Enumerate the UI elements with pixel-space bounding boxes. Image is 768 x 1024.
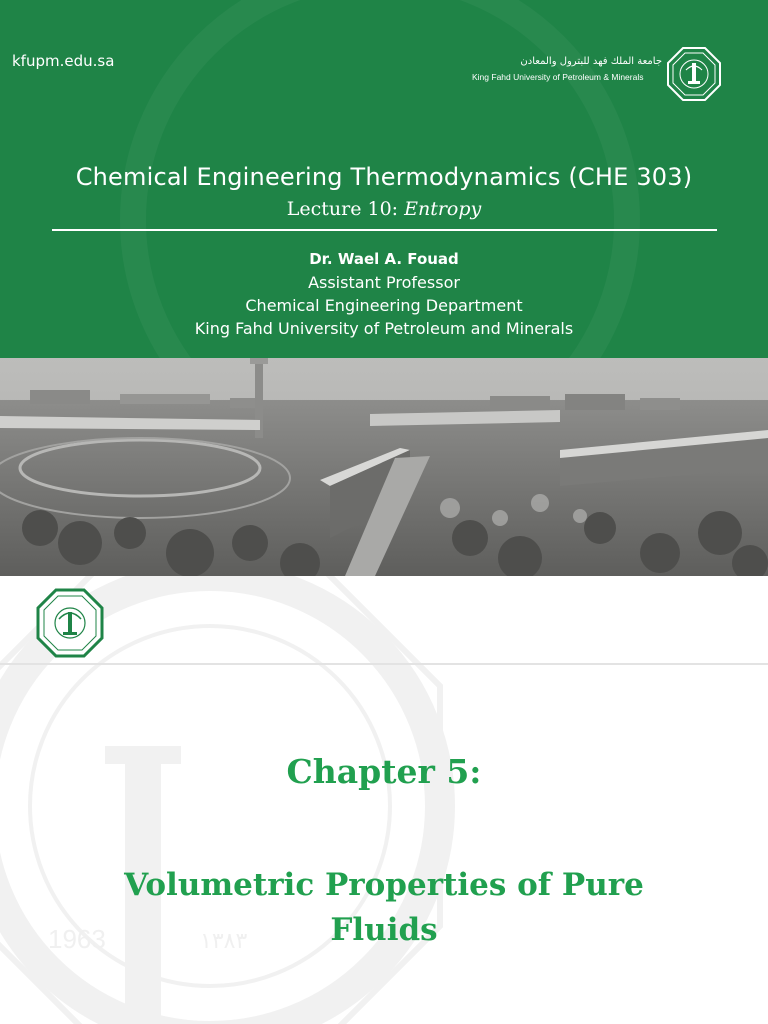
university-name-arabic: جامعة الملك فهد للبترول والمعادن: [520, 56, 662, 67]
kfupm-emblem-icon: [666, 46, 722, 102]
university-logo: [472, 46, 722, 106]
chapter-slide: [0, 576, 768, 1024]
slide-header-divider: [0, 663, 768, 665]
chapter-heading: Chapter 5:: [286, 752, 482, 791]
author-department: Chemical Engineering Department: [245, 296, 523, 315]
title-divider: [52, 229, 717, 231]
chapter-title: Volumetric Properties of Pure Fluids: [124, 867, 644, 948]
lecture-number: Lecture 10:: [286, 198, 405, 220]
course-title: Chemical Engineering Thermodynamics (CHE 303): [75, 163, 693, 191]
kfupm-small-emblem-icon: [36, 588, 104, 658]
campus-aerial-photo: [0, 358, 768, 576]
author-name: Dr. Wael A. Fouad: [309, 250, 459, 268]
watermark-seal: [0, 576, 768, 1024]
lecture-line: [0, 198, 768, 220]
author-position: Assistant Professor: [308, 273, 460, 292]
watermark-year: 1963: [48, 924, 106, 954]
author-university: King Fahd University of Petroleum and Minerals: [194, 319, 574, 338]
site-url: kfupm.edu.sa: [12, 52, 115, 70]
university-name-english: King Fahd University of Petroleum & Minerals: [472, 72, 644, 82]
watermark-hijri: ١٣٨٣: [200, 929, 248, 954]
green-header-band: [0, 0, 768, 358]
lecture-topic: Entropy: [404, 198, 482, 220]
